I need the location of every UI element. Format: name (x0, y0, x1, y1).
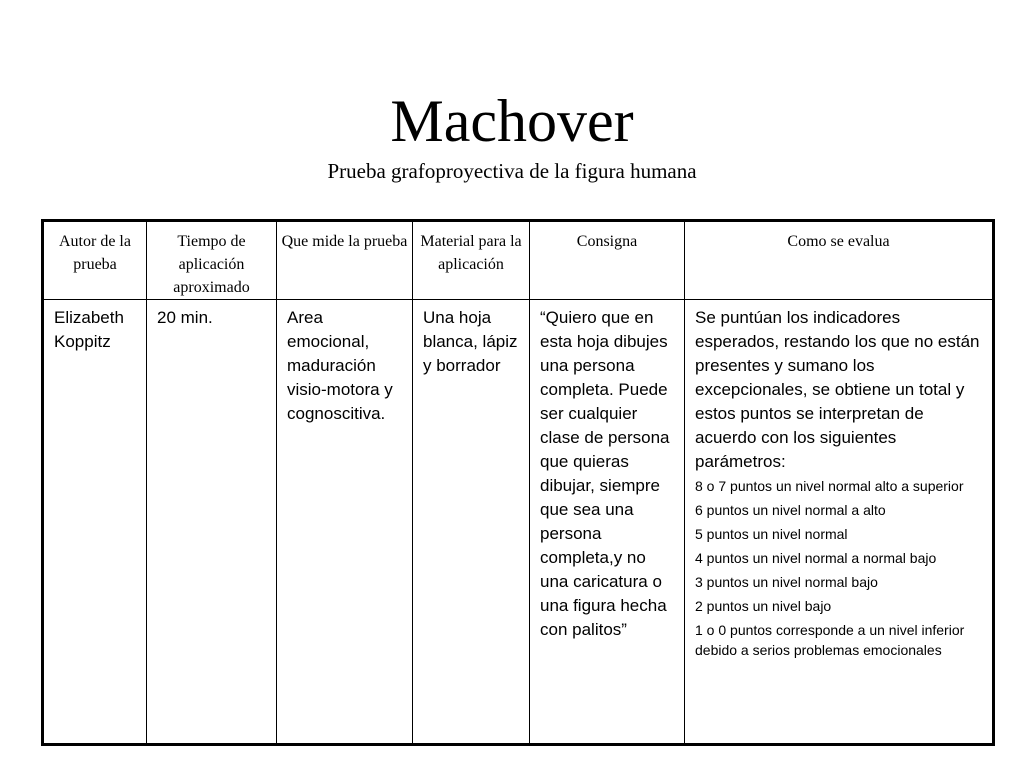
header-mide: Que mide la prueba (277, 221, 413, 300)
cell-autor: Elizabeth Koppitz (43, 300, 147, 745)
cell-consigna: “Quiero que en esta hoja dibujes una persona completa. Puede ser cualquier clase de persona que quieras dibujar, siempre que sea una persona completa,y no una caricatura o una figura hecha con palitos” (530, 300, 685, 745)
header-tiempo: Tiempo de aplicación aproximado (147, 221, 277, 300)
page-title: Machover (390, 88, 634, 154)
evalua-line: 6 puntos un nivel normal a alto (695, 502, 886, 518)
cell-evalua (685, 300, 994, 745)
page-subtitle: Prueba grafoproyectiva de la figura humana (327, 159, 697, 183)
header-consigna: Consigna (530, 221, 685, 300)
info-table (41, 219, 995, 746)
table-header-row (43, 221, 994, 300)
header-material: Material para la aplicación (413, 221, 530, 300)
header-autor: Autor de la prueba (43, 221, 147, 300)
header-evalua: Como se evalua (685, 221, 994, 300)
cell-mide: Area emocional, maduración visio-motora y cognoscitiva. (277, 300, 413, 745)
evalua-line: 4 puntos un nivel normal a normal bajo (695, 550, 937, 566)
evalua-line: 8 o 7 puntos un nivel normal alto a superior (695, 478, 964, 494)
evalua-line: 2 puntos un nivel bajo (695, 598, 832, 614)
table-row (43, 300, 994, 745)
evalua-line: 5 puntos un nivel normal (695, 526, 848, 542)
cell-material: Una hoja blanca, lápiz y borrador (413, 300, 530, 745)
evalua-intro: Se puntúan los indicadores esperados, restando los que no están presentes y sumano los excepcionales, se obtiene un total y estos puntos se interpretan de acuerdo con los siguientes parámetros: (695, 308, 980, 471)
evalua-line: 1 o 0 puntos corresponde a un nivel inferior debido a serios problemas emocionales (695, 622, 965, 658)
cell-tiempo: 20 min. (147, 300, 277, 745)
evalua-line: 3 puntos un nivel normal bajo (695, 574, 878, 590)
